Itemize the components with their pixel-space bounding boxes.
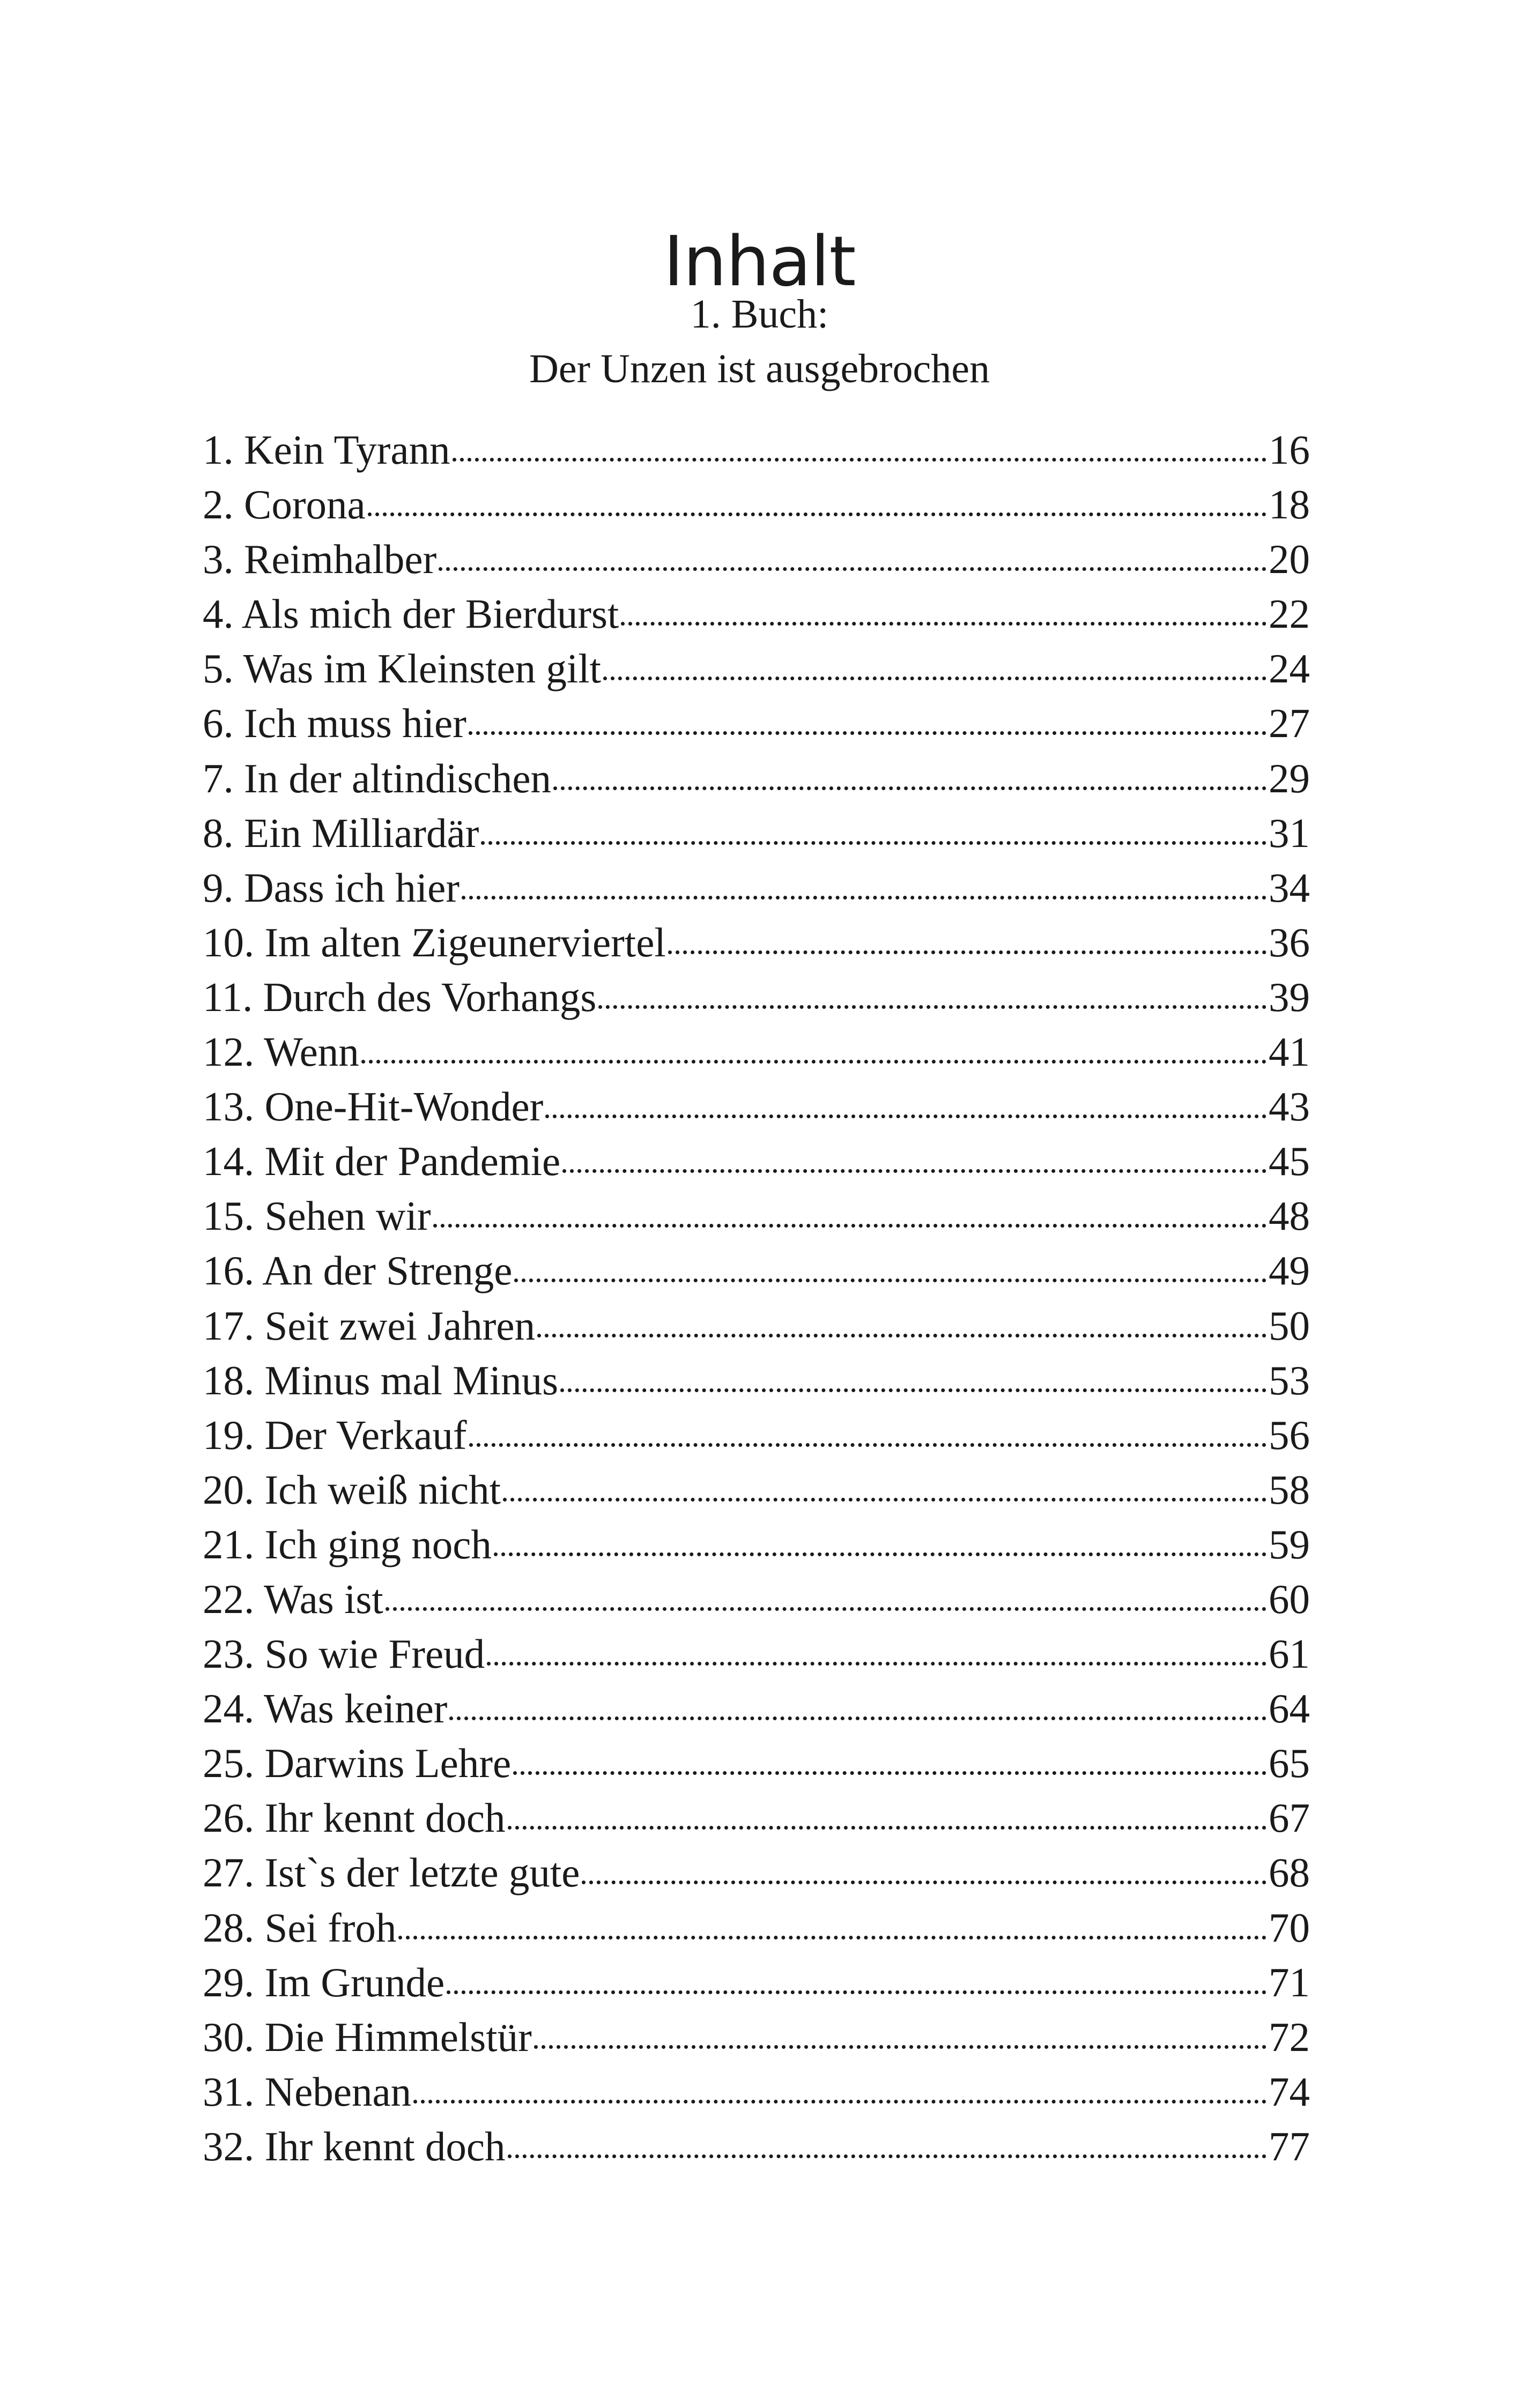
dot-leader — [545, 1114, 1266, 1118]
toc-entry-page: 65 — [1269, 1740, 1310, 1787]
toc-entry-title: 11. Durch des Vorhangs — [203, 973, 597, 1020]
dot-leader — [508, 1826, 1266, 1830]
toc-entry — [203, 2010, 1310, 2064]
toc-entry-title: 8. Ein Milliardär — [203, 809, 479, 856]
toc-entry — [203, 1408, 1310, 1462]
toc-entry-page: 48 — [1269, 1193, 1310, 1239]
toc-entry-page: 67 — [1269, 1795, 1310, 1841]
toc-entry — [203, 1353, 1310, 1408]
dot-leader — [447, 1990, 1266, 1994]
dot-leader — [386, 1607, 1266, 1611]
book-heading — [0, 287, 1519, 396]
page-title: Inhalt — [663, 221, 856, 302]
toc-entry-title: 32. Ihr kennt doch — [203, 2123, 506, 2169]
dot-leader — [562, 1169, 1266, 1173]
dot-leader — [513, 1771, 1266, 1775]
dot-leader — [413, 2100, 1266, 2104]
dot-leader — [582, 1881, 1266, 1884]
toc-entry-title: 31. Nebenan — [203, 2068, 412, 2115]
toc-entry-title: 25. Darwins Lehre — [203, 1740, 512, 1787]
toc-entry-page: 22 — [1269, 591, 1310, 637]
toc-entry — [203, 1134, 1310, 1188]
toc-entry-title: 21. Ich ging noch — [203, 1521, 492, 1567]
dot-leader — [537, 1334, 1266, 1337]
toc-entry-title: 7. In der altindischen — [203, 755, 552, 801]
dot-leader — [462, 896, 1266, 900]
dot-leader — [668, 950, 1266, 954]
dot-leader — [368, 512, 1266, 516]
toc-entry-title: 27. Ist`s der letzte gute — [203, 1849, 580, 1896]
dot-leader — [439, 567, 1266, 571]
toc-entry-title: 24. Was keiner — [203, 1685, 448, 1732]
dot-leader — [361, 1060, 1266, 1064]
toc-entry-title: 18. Minus mal Minus — [203, 1357, 559, 1403]
toc-entry-title: 23. So wie Freud — [203, 1631, 485, 1677]
toc-entry-page: 68 — [1269, 1849, 1310, 1896]
toc-entry-title: 26. Ihr kennt doch — [203, 1795, 506, 1841]
toc-entry-page: 61 — [1269, 1631, 1310, 1677]
dot-leader — [469, 1443, 1267, 1447]
toc-entry-page: 41 — [1269, 1029, 1310, 1075]
toc-entry-page: 45 — [1269, 1138, 1310, 1185]
toc-list — [203, 422, 1310, 2174]
toc-entry — [203, 641, 1310, 696]
toc-entry — [203, 1517, 1310, 1572]
toc-entry-page: 18 — [1269, 481, 1310, 528]
toc-entry-title: 16. An der Strenge — [203, 1247, 513, 1294]
toc-entry — [203, 1681, 1310, 1736]
toc-entry — [203, 860, 1310, 915]
dot-leader — [494, 1552, 1266, 1556]
toc-entry-page: 39 — [1269, 973, 1310, 1020]
toc-entry — [203, 586, 1310, 641]
dot-leader — [449, 1716, 1266, 1720]
toc-entry — [203, 1243, 1310, 1298]
dot-leader — [433, 1224, 1266, 1228]
toc-entry-page: 59 — [1269, 1521, 1310, 1567]
toc-entry — [203, 2119, 1310, 2174]
toc-entry-title: 19. Der Verkauf — [203, 1411, 467, 1458]
toc-entry-title: 30. Die Himmelstür — [203, 2013, 532, 2060]
toc-entry-page: 53 — [1269, 1357, 1310, 1403]
dot-leader — [487, 1662, 1266, 1666]
toc-entry — [203, 970, 1310, 1024]
toc-entry-page: 70 — [1269, 1904, 1310, 1951]
toc-entry — [203, 1736, 1310, 1790]
toc-entry — [203, 696, 1310, 750]
toc-entry-page: 71 — [1269, 1959, 1310, 2005]
toc-entry-title: 5. Was im Kleinsten gilt — [203, 645, 602, 692]
toc-entry-page: 43 — [1269, 1083, 1310, 1130]
toc-entry-page: 56 — [1269, 1411, 1310, 1458]
toc-entry — [203, 915, 1310, 970]
book-number: 1. Buch: — [690, 292, 829, 337]
toc-entry — [203, 477, 1310, 532]
toc-entry-page: 49 — [1269, 1247, 1310, 1294]
toc-entry-page: 16 — [1269, 427, 1310, 473]
toc-entry-page: 31 — [1269, 809, 1310, 856]
dot-leader — [534, 2045, 1266, 2049]
toc-entry-title: 12. Wenn — [203, 1029, 359, 1075]
toc-entry — [203, 1024, 1310, 1079]
toc-entry-title: 3. Reimhalber — [203, 536, 437, 583]
toc-entry-title: 29. Im Grunde — [203, 1959, 445, 2005]
dot-leader — [469, 731, 1266, 735]
toc-entry — [203, 1298, 1310, 1353]
dot-leader — [621, 622, 1266, 626]
toc-entry-page: 64 — [1269, 1685, 1310, 1732]
dot-leader — [560, 1388, 1266, 1392]
dot-leader — [398, 1936, 1266, 1939]
toc-entry-page: 50 — [1269, 1302, 1310, 1349]
dot-leader — [603, 677, 1266, 680]
dot-leader — [598, 1005, 1266, 1009]
toc-entry-title: 22. Was ist — [203, 1575, 383, 1622]
dot-leader — [514, 1279, 1266, 1282]
toc-entry-title: 13. One-Hit-Wonder — [203, 1083, 544, 1130]
toc-entry — [203, 1188, 1310, 1243]
toc-entry-page: 77 — [1269, 2123, 1310, 2169]
dot-leader — [553, 786, 1266, 790]
book-subtitle: Der Unzen ist ausgebrochen — [529, 346, 990, 391]
toc-entry-title: 2. Corona — [203, 481, 366, 528]
toc-entry-page: 36 — [1269, 919, 1310, 965]
toc-entry-page: 58 — [1269, 1466, 1310, 1513]
toc-entry — [203, 751, 1310, 806]
toc-entry-title: 15. Sehen wir — [203, 1193, 431, 1239]
toc-entry-title: 4. Als mich der Bierdurst — [203, 591, 619, 637]
toc-entry-page: 74 — [1269, 2068, 1310, 2115]
dot-leader — [481, 841, 1266, 845]
dot-leader — [453, 458, 1266, 462]
toc-entry — [203, 1845, 1310, 1900]
toc-entry-title: 17. Seit zwei Jahren — [203, 1302, 536, 1349]
toc-entry-page: 60 — [1269, 1575, 1310, 1622]
dot-leader — [503, 1498, 1266, 1502]
toc-entry — [203, 2064, 1310, 2119]
toc-entry — [203, 1900, 1310, 1955]
toc-entry — [203, 532, 1310, 586]
toc-entry-title: 28. Sei froh — [203, 1904, 397, 1951]
toc-entry — [203, 1790, 1310, 1845]
toc-entry-title: 9. Dass ich hier — [203, 864, 460, 911]
toc-entry — [203, 1572, 1310, 1626]
dot-leader — [508, 2154, 1266, 2158]
toc-entry-page: 34 — [1269, 864, 1310, 911]
toc-entry — [203, 806, 1310, 860]
toc-entry-page: 29 — [1269, 755, 1310, 801]
toc-entry — [203, 1626, 1310, 1681]
toc-entry-title: 20. Ich weiß nicht — [203, 1466, 501, 1513]
toc-entry-page: 20 — [1269, 536, 1310, 583]
toc-entry-title: 1. Kein Tyrann — [203, 427, 450, 473]
toc-entry-title: 10. Im alten Zigeunerviertel — [203, 919, 666, 965]
toc-entry — [203, 422, 1310, 477]
toc-entry-page: 27 — [1269, 700, 1310, 747]
toc-entry-page: 24 — [1269, 645, 1310, 692]
toc-entry — [203, 1955, 1310, 2010]
toc-entry-title: 6. Ich muss hier — [203, 700, 466, 747]
toc-entry — [203, 1079, 1310, 1134]
toc-entry — [203, 1462, 1310, 1517]
toc-entry-page: 72 — [1269, 2013, 1310, 2060]
toc-entry-title: 14. Mit der Pandemie — [203, 1138, 561, 1185]
